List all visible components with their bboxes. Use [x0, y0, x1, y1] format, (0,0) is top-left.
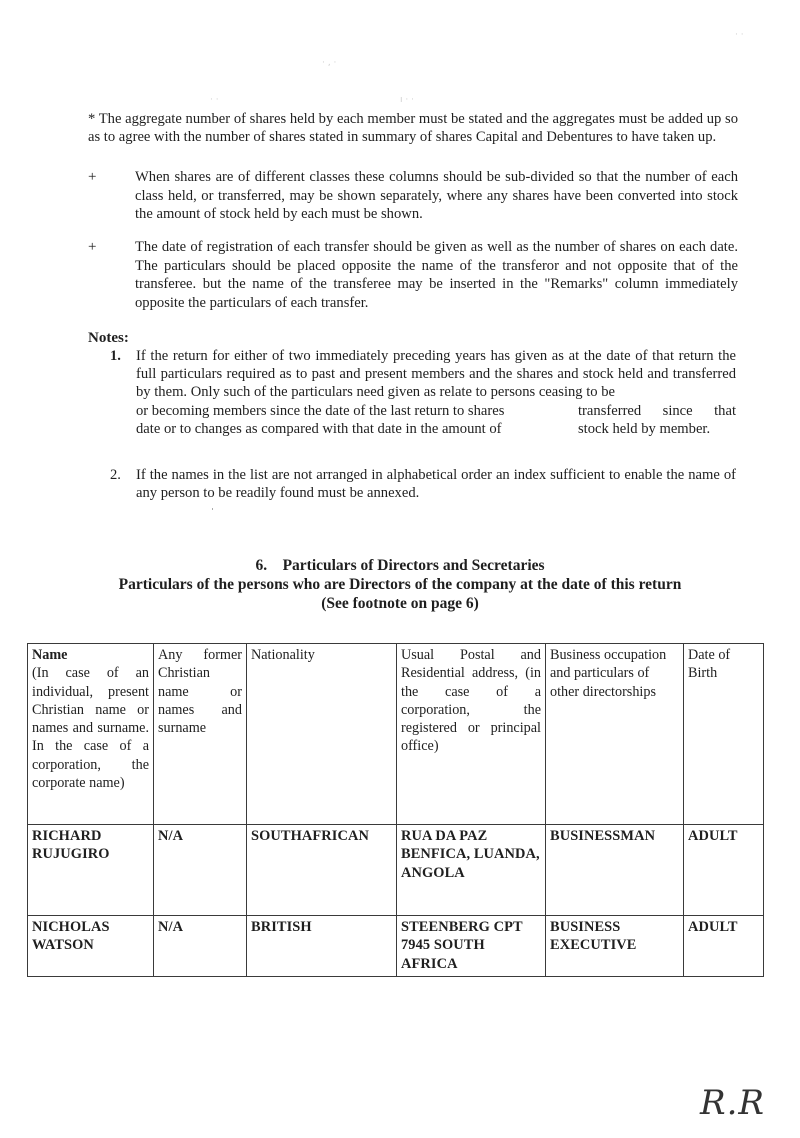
director-address: RUA DA PAZ BENFICA, LUANDA, ANGOLA [397, 825, 546, 916]
note-word: transferred [578, 402, 642, 419]
note-1-line-right [578, 402, 736, 420]
footnote-plus-symbol: + [88, 169, 97, 185]
table-header-row [28, 644, 764, 825]
header-name [28, 644, 154, 825]
note-1-main: If the return for either of two immediately preceding years has given as at the date of that return the full particulars required as to past and present members and the shares and stock held and transferred by them. Only such of the particulars need given as relate to persons ceasing to be [136, 348, 736, 401]
scan-artifact: ˙ [210, 508, 215, 519]
header-name-title: Name [32, 647, 68, 663]
director-occupation: BUSINESS EXECUTIVE [546, 916, 684, 977]
director-former-names: N/A [154, 916, 247, 977]
director-name: NICHOLAS WATSON [28, 916, 154, 977]
note-2-text: If the names in the list are not arranged in alphabetical order an index sufficient to enable the name of any person to be readily found must be annexed. [136, 467, 736, 502]
director-dob: ADULT [684, 916, 764, 977]
header-dob: Date of Birth [684, 644, 764, 825]
section-footnote-ref: (See footnote on page 6) [321, 595, 479, 612]
header-address: Usual Postal and Residential address, (in the case of a corporation, the registered or principal office) [397, 644, 546, 825]
director-nationality: BRITISH [247, 916, 397, 977]
table-row [28, 916, 764, 977]
header-occupation: Business occupation and particulars of other directorships [546, 644, 684, 825]
handwritten-initials: R.R [700, 1083, 766, 1123]
director-nationality: SOUTHAFRICAN [247, 825, 397, 916]
note-1-line-left: date or to changes as compared with that date in the amount of [136, 420, 502, 437]
note-word: that [714, 402, 736, 419]
note-1-line [136, 402, 736, 420]
footnote-plus-text: When shares are of different classes these columns should be sub-divided so that the number of each class held, or transferred, may be shown separately, where any shares have been converted into stock the amount of stock held by each must be shown. [135, 169, 738, 222]
footnote-star-text: The aggregate number of shares held by each member must be stated and the aggregates must be added up so as to agree with the number of shares stated in summary of shares Capital and Debentures to have taken up. [88, 111, 738, 145]
note-1-line-right: stock held by member. [578, 420, 711, 437]
note-word: since [662, 402, 693, 419]
header-former-names: Any former Christian name or names and surname [154, 644, 247, 825]
section-number: 6. [255, 557, 268, 574]
note-number: 2. [110, 467, 121, 483]
scan-artifact: · · [210, 95, 219, 105]
note-1-line [136, 420, 736, 438]
section-title: Particulars of Directors and Secretaries [282, 557, 545, 574]
director-occupation: BUSINESSMAN [546, 825, 684, 916]
scan-artifact: · · [735, 30, 744, 40]
section-subtitle: Particulars of the persons who are Directors of the company at the date of this return [118, 576, 682, 593]
note-number: 1. [110, 348, 121, 364]
director-dob: ADULT [684, 825, 764, 916]
note-1-line-left: or becoming members since the date of the last return to shares [136, 402, 505, 419]
scan-artifact: · ‚ · [322, 58, 337, 68]
footnote-plus-symbol: + [88, 239, 97, 255]
note-1-text [136, 347, 736, 438]
section-heading [0, 556, 800, 575]
footnote-plus-text: The date of registration of each transfer should be given as well as the number of shares on each date. The particulars should be placed opposite the name of the transferor and not opposite that of the transferee. but the name of the transferee may be inserted in the "Remarks" column immediately opposite the particulars of each transfer. [135, 239, 738, 311]
aggregate-shares-footnote [88, 110, 738, 146]
footnote-star-symbol: * [88, 111, 96, 127]
director-former-names: N/A [154, 825, 247, 916]
notes-heading: Notes: [88, 330, 129, 346]
header-nationality: Nationality [247, 644, 397, 825]
scan-artifact: ı · · [400, 95, 414, 105]
director-name: RICHARD RUJUGIRO [28, 825, 154, 916]
director-address: STEENBERG CPT 7945 SOUTH AFRICA [397, 916, 546, 977]
directors-table [27, 643, 764, 977]
header-name-desc: (In case of an individual, present Christian name or names and surname. In the case of a corporation, the corporate name) [32, 665, 149, 792]
table-row [28, 825, 764, 916]
